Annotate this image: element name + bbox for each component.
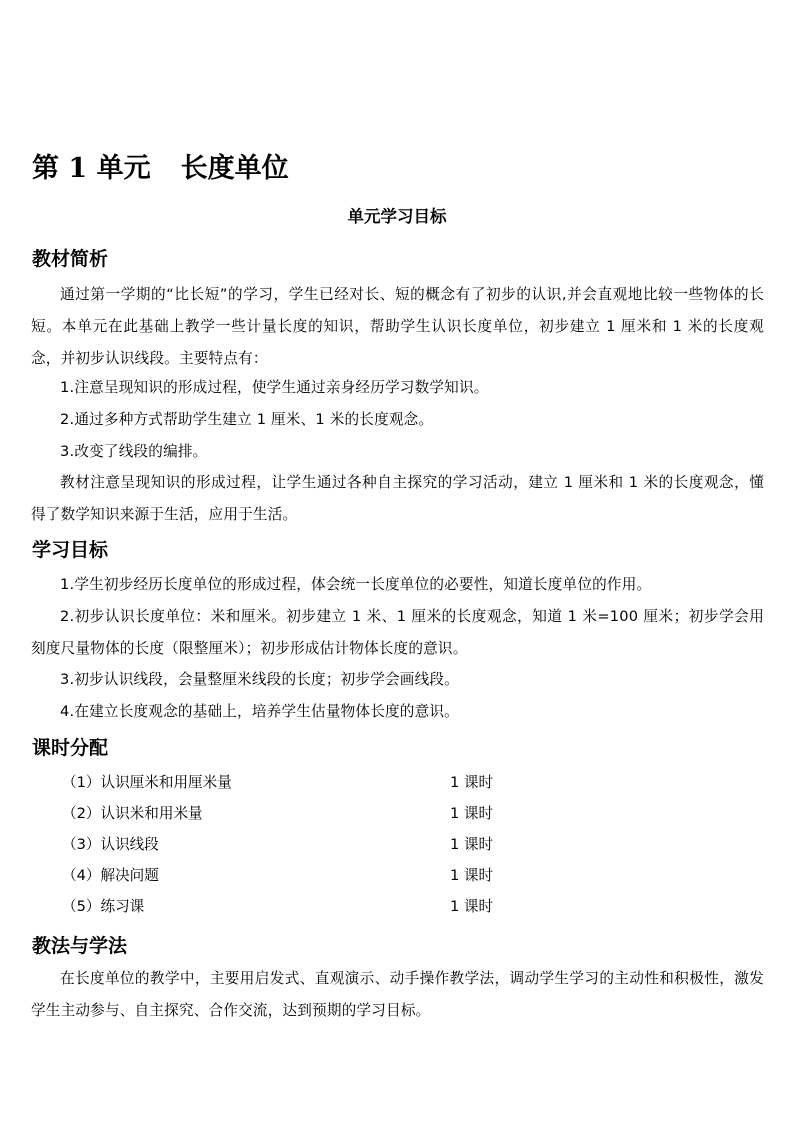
goal-item-3: 3.初步认识线段，会量整厘米线段的长度；初步学会画线段。 xyxy=(60,671,459,688)
lesson-name: （3）认识线段 xyxy=(62,836,159,853)
lesson-hours: 1 课时 xyxy=(450,805,494,822)
heading-goals: 学习目标 xyxy=(32,539,109,561)
lesson-name: （4）解决问题 xyxy=(62,867,159,884)
materials-point-1: 1.注意呈现知识的形成过程，使学生通过亲身经历学习数学知识。 xyxy=(60,379,489,396)
lesson-hours: 1 课时 xyxy=(450,898,494,915)
goal-item-2: 2.初步认识长度单位：米和厘米。初步建立 1 米、1 厘米的长度观念，知道 1 米=100 厘米；初步学会用刻度尺量物体的长度（限整厘米）；初步形成估计物体长度的意识。 xyxy=(31,608,764,657)
materials-point-2: 2.通过多种方式帮助学生建立 1 厘米、1 米的长度观念。 xyxy=(60,411,434,428)
lesson-name: （5）练习课 xyxy=(62,898,145,915)
lesson-hours: 1 课时 xyxy=(450,774,494,791)
heading-schedule: 课时分配 xyxy=(32,737,109,759)
goal-item-4: 4.在建立长度观念的基础上，培养学生估量物体长度的意识。 xyxy=(60,703,459,720)
heading-methods: 教法与学法 xyxy=(32,935,128,957)
unit-number: 第 1 单元 xyxy=(32,153,151,184)
lesson-hours: 1 课时 xyxy=(450,836,494,853)
heading-materials: 教材简析 xyxy=(32,248,109,270)
lesson-hours: 1 课时 xyxy=(450,867,494,884)
goal-item-1: 1.学生初步经历长度单位的形成过程，体会统一长度单位的必要性，知道长度单位的作用。 xyxy=(60,576,652,593)
unit-name: 长度单位 xyxy=(180,153,289,184)
lesson-name: （1）认识厘米和用厘米量 xyxy=(62,774,232,791)
methods-text: 在长度单位的教学中，主要用启发式、直观演示、动手操作教学法，调动学生学习的主动性和积极性，激发学生主动参与、自主探究、合作交流，达到预期的学习目标。 xyxy=(31,970,764,1019)
materials-intro: 通过第一学期的“比长短”的学习，学生已经对长、短的概念有了初步的认识,并会直观地比较一些物体的长短。本单元在此基础上教学一些计量长度的知识，帮助学生认识长度单位，初步建立 1 厘米和 1 米的长度观念，并初步认识线段。主要特点有： xyxy=(31,286,764,367)
section-subtitle: 单元学习目标 xyxy=(347,207,447,226)
materials-summary: 教材注意呈现知识的形成过程，让学生通过各种自主探究的学习活动，建立 1 厘米和 1 米的长度观念，懂得了数学知识来源于生活，应用于生活。 xyxy=(31,474,764,523)
materials-point-3: 3.改变了线段的编排。 xyxy=(60,443,208,460)
lesson-name: （2）认识米和用米量 xyxy=(62,805,203,822)
page-title xyxy=(32,146,289,185)
